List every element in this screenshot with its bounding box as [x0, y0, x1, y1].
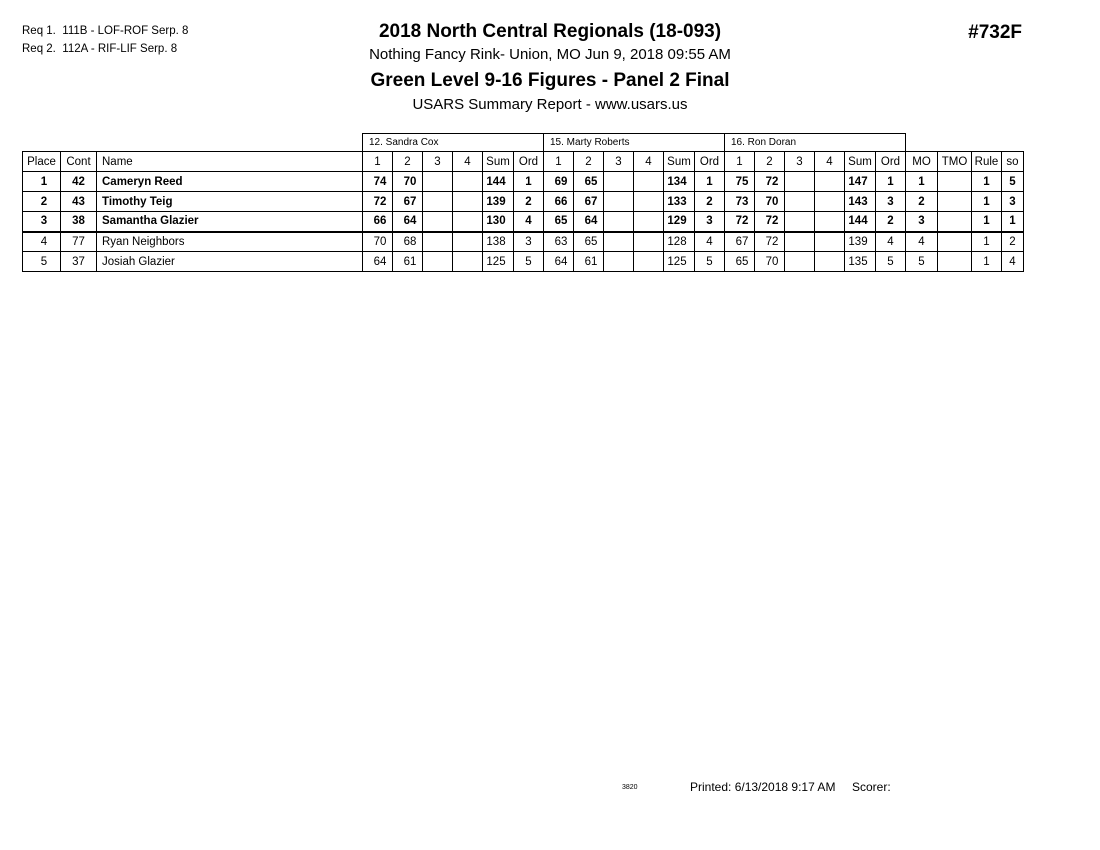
column-header-j1-2: 2	[393, 152, 423, 172]
cell-tmo	[938, 252, 972, 272]
cell-rule: 1	[972, 232, 1002, 252]
judge-header-row	[23, 134, 1024, 152]
judge-row-spacer	[23, 134, 61, 152]
page-title: 2018 North Central Regionals (18-093)	[378, 21, 722, 42]
cell-j3-s1: 65	[725, 252, 755, 272]
cell-j1-s4	[453, 192, 483, 212]
cell-rule: 1	[972, 172, 1002, 192]
cell-j1-s2: 68	[393, 232, 423, 252]
title-block	[0, 20, 1100, 116]
judge-group-3-label: 16. Ron Doran	[725, 134, 906, 152]
cell-j1-s3	[423, 232, 453, 252]
column-header-j3-sum: Sum	[845, 152, 876, 172]
cell-place: 3	[23, 212, 61, 232]
cell-tmo	[938, 172, 972, 192]
cell-tmo	[938, 232, 972, 252]
cell-tmo	[938, 212, 972, 232]
column-header-tmo: TMO	[938, 152, 972, 172]
column-header-j3-4: 4	[815, 152, 845, 172]
column-header-j2-4: 4	[634, 152, 664, 172]
cell-j2-s4	[634, 232, 664, 252]
cell-j2-ord: 3	[695, 212, 725, 232]
cell-j1-s3	[423, 252, 453, 272]
cell-j2-s3	[604, 192, 634, 212]
cell-mo: 5	[906, 252, 938, 272]
cell-j2-s4	[634, 252, 664, 272]
cell-j1-s1: 72	[363, 192, 393, 212]
cell-j3-sum: 135	[845, 252, 876, 272]
cell-j1-ord: 4	[514, 212, 544, 232]
cell-j2-s2: 61	[574, 252, 604, 272]
cell-j2-s2: 65	[574, 172, 604, 192]
cell-j2-sum: 134	[664, 172, 695, 192]
cell-name: Cameryn Reed	[97, 172, 363, 192]
cell-j3-s4	[815, 232, 845, 252]
cell-j3-s1: 67	[725, 232, 755, 252]
cell-j2-ord: 4	[695, 232, 725, 252]
cell-cont: 38	[61, 212, 97, 232]
cell-j2-s3	[604, 252, 634, 272]
judge-row-spacer	[972, 134, 1002, 152]
judge-row-spacer	[61, 134, 97, 152]
cell-j2-sum: 128	[664, 232, 695, 252]
cell-cont: 77	[61, 232, 97, 252]
cell-j2-s2: 67	[574, 192, 604, 212]
cell-j2-s1: 66	[544, 192, 574, 212]
scorer-label: Scorer:	[852, 780, 891, 794]
results-table	[22, 133, 1024, 272]
cell-j2-ord: 2	[695, 192, 725, 212]
cell-mo: 2	[906, 192, 938, 212]
cell-j2-s2: 64	[574, 212, 604, 232]
cell-name: Ryan Neighbors	[97, 232, 363, 252]
cell-j3-s2: 72	[755, 232, 785, 252]
cell-j1-sum: 130	[483, 212, 514, 232]
cell-rule: 1	[972, 212, 1002, 232]
cell-j3-s2: 70	[755, 252, 785, 272]
cell-name: Samantha Glazier	[97, 212, 363, 232]
cell-j3-s1: 72	[725, 212, 755, 232]
cell-place: 5	[23, 252, 61, 272]
cell-j2-ord: 1	[695, 172, 725, 192]
column-header-j1-sum: Sum	[483, 152, 514, 172]
cell-j1-s3	[423, 172, 453, 192]
cell-mo: 4	[906, 232, 938, 252]
event-title: Green Level 9-16 Figures - Panel 2 Final	[370, 70, 730, 91]
column-header-j1-3: 3	[423, 152, 453, 172]
organization-line: USARS Summary Report - www.usars.us	[412, 96, 688, 113]
cell-j2-s3	[604, 172, 634, 192]
cell-name: Josiah Glazier	[97, 252, 363, 272]
cell-mo: 3	[906, 212, 938, 232]
cell-j3-s2: 70	[755, 192, 785, 212]
column-header-j1-4: 4	[453, 152, 483, 172]
column-header-rule: Rule	[972, 152, 1002, 172]
requirement-line: Req 2. 112A - RIF-LIF Serp. 8	[22, 43, 178, 55]
column-header-place: Place	[23, 152, 61, 172]
column-header-j2-1: 1	[544, 152, 574, 172]
cell-j3-s2: 72	[755, 212, 785, 232]
judge-row-spacer	[906, 134, 938, 152]
column-header-j2-2: 2	[574, 152, 604, 172]
cell-j3-sum: 147	[845, 172, 876, 192]
cell-j2-ord: 5	[695, 252, 725, 272]
cell-j2-s4	[634, 212, 664, 232]
cell-j3-ord: 5	[876, 252, 906, 272]
cell-j2-sum: 133	[664, 192, 695, 212]
cell-j1-s1: 66	[363, 212, 393, 232]
results-table-wrapper	[22, 133, 1024, 272]
cell-j3-sum: 139	[845, 232, 876, 252]
cell-j3-s3	[785, 212, 815, 232]
cell-j1-ord: 2	[514, 192, 544, 212]
judge-row-spacer	[97, 134, 363, 152]
column-header-j2-sum: Sum	[664, 152, 695, 172]
cell-j3-s1: 73	[725, 192, 755, 212]
cell-j2-s1: 65	[544, 212, 574, 232]
judge-group-2-label: 15. Marty Roberts	[544, 134, 725, 152]
cell-j2-sum: 129	[664, 212, 695, 232]
cell-j3-s3	[785, 252, 815, 272]
cell-j2-s4	[634, 172, 664, 192]
cell-j3-s4	[815, 192, 845, 212]
cell-j2-s2: 65	[574, 232, 604, 252]
cell-cont: 43	[61, 192, 97, 212]
cell-j2-s1: 69	[544, 172, 574, 192]
cell-j1-s1: 64	[363, 252, 393, 272]
cell-place: 1	[23, 172, 61, 192]
table-row	[23, 172, 1024, 192]
cell-j2-s3	[604, 232, 634, 252]
column-header-j3-2: 2	[755, 152, 785, 172]
cell-j3-ord: 2	[876, 212, 906, 232]
cell-j3-ord: 4	[876, 232, 906, 252]
cell-j1-s4	[453, 212, 483, 232]
cell-j3-s4	[815, 212, 845, 232]
column-header-j1-ord: Ord	[514, 152, 544, 172]
cell-j3-s4	[815, 172, 845, 192]
cell-j1-s2: 64	[393, 212, 423, 232]
cell-so: 5	[1002, 172, 1024, 192]
cell-mo: 1	[906, 172, 938, 192]
cell-j1-s1: 70	[363, 232, 393, 252]
cell-j1-sum: 125	[483, 252, 514, 272]
cell-j1-s4	[453, 232, 483, 252]
cell-j1-ord: 5	[514, 252, 544, 272]
cell-rule: 1	[972, 192, 1002, 212]
column-header-j2-3: 3	[604, 152, 634, 172]
cell-j3-s3	[785, 172, 815, 192]
printed-timestamp: Printed: 6/13/2018 9:17 AM	[690, 780, 836, 794]
cell-j1-s4	[453, 172, 483, 192]
cell-so: 3	[1002, 192, 1024, 212]
column-header-j3-3: 3	[785, 152, 815, 172]
cell-j1-s2: 61	[393, 252, 423, 272]
column-header-j3-1: 1	[725, 152, 755, 172]
cell-tmo	[938, 192, 972, 212]
cell-j2-sum: 125	[664, 252, 695, 272]
column-header-j1-1: 1	[363, 152, 393, 172]
cell-j3-s3	[785, 232, 815, 252]
judge-row-spacer	[1002, 134, 1024, 152]
column-header-so: so	[1002, 152, 1024, 172]
cell-so: 4	[1002, 252, 1024, 272]
cell-j1-s3	[423, 212, 453, 232]
cell-j3-sum: 144	[845, 212, 876, 232]
cell-so: 2	[1002, 232, 1024, 252]
cell-name: Timothy Teig	[97, 192, 363, 212]
column-header-cont: Cont	[61, 152, 97, 172]
cell-j1-sum: 144	[483, 172, 514, 192]
column-header-j3-ord: Ord	[876, 152, 906, 172]
cell-j1-sum: 139	[483, 192, 514, 212]
cell-j1-s2: 67	[393, 192, 423, 212]
table-row	[23, 252, 1024, 272]
judge-group-1-label: 12. Sandra Cox	[363, 134, 544, 152]
cell-j1-s4	[453, 252, 483, 272]
cell-cont: 42	[61, 172, 97, 192]
cell-place: 4	[23, 232, 61, 252]
cell-j3-ord: 3	[876, 192, 906, 212]
cell-j3-s3	[785, 192, 815, 212]
venue-line: Nothing Fancy Rink- Union, MO Jun 9, 2018 09:55 AM	[369, 46, 731, 63]
cell-j3-sum: 143	[845, 192, 876, 212]
cell-j1-s1: 74	[363, 172, 393, 192]
judge-row-spacer	[938, 134, 972, 152]
document-code: #732F	[968, 22, 1022, 43]
cell-j1-ord: 3	[514, 232, 544, 252]
column-header-j2-ord: Ord	[695, 152, 725, 172]
cell-so: 1	[1002, 212, 1024, 232]
cell-j1-sum: 138	[483, 232, 514, 252]
cell-j2-s1: 64	[544, 252, 574, 272]
cell-j1-ord: 1	[514, 172, 544, 192]
cell-j3-s1: 75	[725, 172, 755, 192]
cell-j2-s1: 63	[544, 232, 574, 252]
column-header-name: Name	[97, 152, 363, 172]
column-header-mo: MO	[906, 152, 938, 172]
requirement-line: Req 1. 111B - LOF-ROF Serp. 8	[22, 25, 189, 37]
cell-j1-s2: 70	[393, 172, 423, 192]
cell-j2-s4	[634, 192, 664, 212]
footer-code: 3820	[622, 784, 638, 791]
cell-j1-s3	[423, 192, 453, 212]
cell-cont: 37	[61, 252, 97, 272]
cell-rule: 1	[972, 252, 1002, 272]
column-header-row	[23, 152, 1024, 172]
table-row	[23, 232, 1024, 252]
cell-j3-s4	[815, 252, 845, 272]
cell-j3-ord: 1	[876, 172, 906, 192]
cell-j3-s2: 72	[755, 172, 785, 192]
table-row	[23, 212, 1024, 232]
table-row	[23, 192, 1024, 212]
cell-place: 2	[23, 192, 61, 212]
cell-j2-s3	[604, 212, 634, 232]
